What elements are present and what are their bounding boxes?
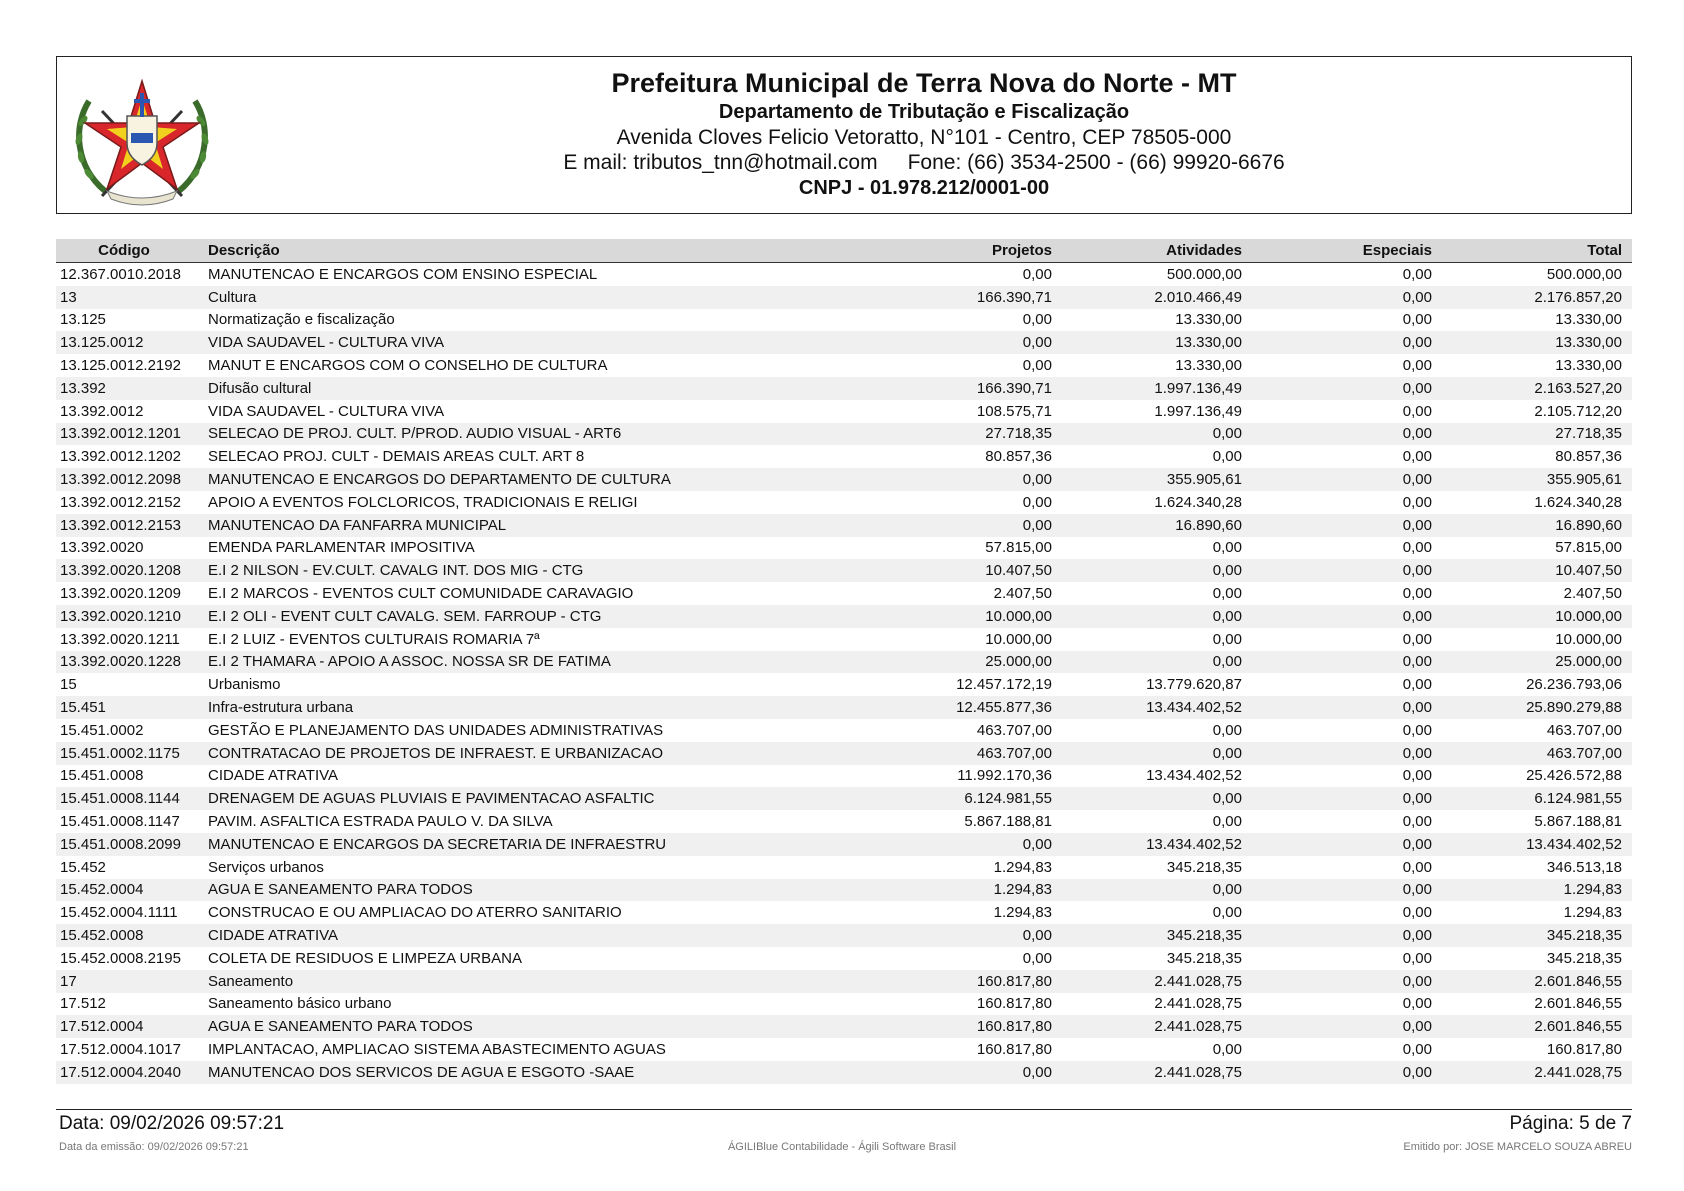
cell-projetos: 166.390,71 [852, 377, 1062, 400]
issued-by: Emitido por: JOSE MARCELO SOUZA ABREU [1403, 1141, 1632, 1153]
cell-especiais: 0,00 [1402, 1040, 1432, 1058]
cell-descricao: Serviços urbanos [208, 858, 324, 876]
table-row [56, 696, 1632, 719]
table-row [56, 537, 1632, 560]
cell-especiais: 0,00 [1252, 833, 1442, 856]
prefeitura-title: Prefeitura Municipal de Terra Nova do Norte - MT [611, 68, 1237, 98]
cell-projetos: 0,00 [1022, 311, 1052, 329]
cell-atividades: 2.441.028,75 [1062, 1061, 1252, 1084]
column-header-total: Total [1442, 239, 1632, 263]
table-row [56, 810, 1632, 833]
cell-descricao: PAVIM. ASFALTICA ESTRADA PAULO V. DA SILVA [208, 813, 553, 831]
cell-total: 2.601.846,55 [1442, 1015, 1632, 1038]
cell-atividades: 0,00 [1212, 721, 1242, 739]
cell-especiais: 0,00 [1402, 676, 1432, 694]
cell-codigo: 15.452 [60, 858, 106, 876]
cell-codigo: 15.451.0002 [60, 721, 144, 739]
cell-descricao: AGUA E SANEAMENTO PARA TODOS [198, 1015, 852, 1038]
cell-projetos: 10.407,50 [852, 559, 1062, 582]
table-row [56, 286, 1632, 309]
cell-projetos: 6.124.981,55 [852, 787, 1062, 810]
cell-projetos: 160.817,80 [976, 995, 1052, 1013]
cell-atividades: 2.441.028,75 [1062, 970, 1252, 993]
table-row [56, 377, 1632, 400]
cell-total: 2.407,50 [1563, 585, 1622, 603]
cell-projetos: 166.390,71 [852, 286, 1062, 309]
cell-especiais: 0,00 [1252, 742, 1442, 765]
cell-codigo: 15.452.0008.2195 [60, 949, 181, 967]
cell-atividades: 13.330,00 [1175, 311, 1242, 329]
cell-especiais: 0,00 [1252, 1015, 1442, 1038]
table-row [56, 582, 1632, 605]
cell-descricao: Normatização e fiscalização [208, 311, 395, 329]
cell-descricao: SELECAO DE PROJ. CULT. P/PROD. AUDIO VISUAL - ART6 [198, 423, 852, 446]
cell-descricao: MANUTENCAO DA FANFARRA MUNICIPAL [198, 514, 852, 537]
cell-total: 2.441.028,75 [1442, 1061, 1632, 1084]
cell-descricao: E.I 2 NILSON - EV.CULT. CAVALG INT. DOS MIG - CTG [198, 559, 852, 582]
cell-atividades: 13.779.620,87 [1146, 676, 1242, 694]
cell-especiais: 0,00 [1402, 858, 1432, 876]
cell-descricao: Saneamento [198, 970, 852, 993]
cell-descricao: Saneamento básico urbano [208, 995, 392, 1013]
cell-codigo: 15.452.0004.1111 [60, 904, 178, 922]
table-row [56, 856, 1632, 879]
cell-especiais: 0,00 [1402, 448, 1432, 466]
cell-codigo: 13 [56, 286, 198, 309]
cell-projetos: 1.294,83 [993, 904, 1052, 922]
cell-codigo: 12.367.0010.2018 [60, 265, 181, 283]
phone-text: Fone: (66) 3534-2500 - (66) 99920-6676 [907, 151, 1285, 174]
cell-atividades: 0,00 [1062, 742, 1252, 765]
cell-especiais: 0,00 [1402, 493, 1432, 511]
cell-especiais: 0,00 [1402, 995, 1432, 1013]
cell-projetos: 0,00 [1022, 265, 1052, 283]
cell-atividades: 0,00 [1062, 423, 1252, 446]
cell-descricao: EMENDA PARLAMENTAR IMPOSITIVA [208, 539, 475, 557]
cell-descricao: MANUTENCAO DOS SERVICOS DE AGUA E ESGOTO -SAAE [198, 1061, 852, 1084]
cnpj-line: CNPJ - 01.978.212/0001-00 [798, 177, 1050, 199]
cell-especiais: 0,00 [1252, 331, 1442, 354]
table-row [56, 331, 1632, 354]
cell-codigo: 13.392.0012 [60, 402, 144, 420]
cell-descricao: AGUA E SANEAMENTO PARA TODOS [198, 879, 852, 902]
table-header-row [56, 239, 1632, 263]
cell-projetos: 5.867.188,81 [964, 813, 1052, 831]
cell-especiais: 0,00 [1402, 904, 1432, 922]
cell-atividades: 1.624.340,28 [1154, 493, 1242, 511]
cell-total: 6.124.981,55 [1442, 787, 1632, 810]
cell-codigo: 15.451.0002.1175 [56, 742, 198, 765]
cell-projetos: 463.707,00 [976, 721, 1052, 739]
cell-total: 80.857,36 [1555, 448, 1622, 466]
cell-atividades: 13.434.402,52 [1062, 833, 1252, 856]
cell-especiais: 0,00 [1252, 514, 1442, 537]
cell-especiais: 0,00 [1252, 787, 1442, 810]
cell-descricao: Infra-estrutura urbana [198, 696, 852, 719]
cell-projetos: 0,00 [852, 514, 1062, 537]
header-text [217, 67, 1631, 201]
table-row [56, 673, 1632, 696]
cell-total: 25.000,00 [1442, 651, 1632, 674]
cell-total: 25.890.279,88 [1442, 696, 1632, 719]
table-row [56, 354, 1632, 377]
cell-atividades: 16.890,60 [1062, 514, 1252, 537]
table-row [56, 514, 1632, 537]
table-row [56, 879, 1632, 902]
cell-projetos: 0,00 [852, 924, 1062, 947]
cell-projetos: 463.707,00 [852, 742, 1062, 765]
cell-especiais: 0,00 [1252, 651, 1442, 674]
cell-descricao: DRENAGEM DE AGUAS PLUVIAIS E PAVIMENTACAO ASFALTIC [198, 787, 852, 810]
cell-especiais: 0,00 [1402, 630, 1432, 648]
cell-total: 355.905,61 [1442, 468, 1632, 491]
cell-projetos: 0,00 [852, 468, 1062, 491]
table-row [56, 947, 1632, 970]
cell-codigo: 13.392.0012.1201 [56, 423, 198, 446]
cell-codigo: 13.392.0020.1208 [56, 559, 198, 582]
cell-codigo: 13.392.0012.2098 [56, 468, 198, 491]
cell-projetos: 1.294,83 [993, 858, 1052, 876]
table-row [56, 491, 1632, 514]
cell-atividades: 0,00 [1062, 879, 1252, 902]
cell-atividades: 345.218,35 [1062, 924, 1252, 947]
column-header-codigo: Código [56, 239, 198, 263]
table-row [56, 651, 1632, 674]
cell-codigo: 17 [56, 970, 198, 993]
table-row [56, 993, 1632, 1016]
cell-codigo: 13.392.0012.1202 [60, 448, 181, 466]
cell-atividades: 0,00 [1062, 605, 1252, 628]
cell-codigo: 15.451 [56, 696, 198, 719]
cell-atividades: 13.434.402,52 [1146, 767, 1242, 785]
cell-total: 16.890,60 [1442, 514, 1632, 537]
column-header-atividades: Atividades [1062, 239, 1252, 263]
cell-total: 57.815,00 [1555, 539, 1622, 557]
cell-total: 2.105.712,20 [1534, 402, 1622, 420]
table-row [56, 423, 1632, 446]
cell-especiais: 0,00 [1252, 468, 1442, 491]
cell-projetos: 80.857,36 [985, 448, 1052, 466]
page-number: Página: 5 de 7 [1509, 1113, 1632, 1134]
table-row [56, 445, 1632, 468]
table-body [56, 263, 1632, 1084]
emission-date: Data da emissão: 09/02/2026 09:57:21 [59, 1141, 249, 1153]
cell-especiais: 0,00 [1252, 970, 1442, 993]
table-row [56, 742, 1632, 765]
cell-descricao: CONTRATACAO DE PROJETOS DE INFRAEST. E URBANIZACAO [198, 742, 852, 765]
cell-especiais: 0,00 [1402, 767, 1432, 785]
footer-divider [56, 1109, 1632, 1110]
cell-projetos: 11.992.170,36 [957, 767, 1052, 785]
address-line: Avenida Cloves Felicio Vetoratto, N°101 - Centro, CEP 78505-000 [616, 126, 1232, 149]
cell-total: 10.000,00 [1555, 630, 1622, 648]
cell-projetos: 1.294,83 [852, 879, 1062, 902]
column-header-especiais: Especiais [1252, 239, 1442, 263]
cell-codigo: 13.392 [56, 377, 198, 400]
cell-especiais: 0,00 [1252, 879, 1442, 902]
cell-atividades: 0,00 [1212, 904, 1242, 922]
cell-total: 463.707,00 [1546, 721, 1622, 739]
cell-atividades: 0,00 [1212, 1040, 1242, 1058]
cell-atividades: 345.218,35 [1166, 949, 1242, 967]
cell-codigo: 13.392.0012.2152 [60, 493, 181, 511]
cell-projetos: 160.817,80 [852, 970, 1062, 993]
cell-codigo: 17.512 [60, 995, 106, 1013]
cell-atividades: 0,00 [1212, 630, 1242, 648]
cell-projetos: 10.000,00 [985, 630, 1052, 648]
cell-descricao: E.I 2 MARCOS - EVENTOS CULT COMUNIDADE CARAVAGIO [208, 585, 634, 603]
cell-codigo: 15.451.0008.1144 [56, 787, 198, 810]
cell-projetos: 0,00 [1022, 357, 1052, 375]
cell-descricao: GESTÃO E PLANEJAMENTO DAS UNIDADES ADMINISTRATIVAS [208, 721, 664, 739]
cell-especiais: 0,00 [1402, 813, 1432, 831]
cell-codigo: 13.125.0012.2192 [60, 357, 181, 375]
cell-codigo: 13.392.0020 [60, 539, 144, 557]
cell-total: 2.176.857,20 [1442, 286, 1632, 309]
table-row [56, 1061, 1632, 1084]
table-row [56, 263, 1632, 286]
cell-especiais: 0,00 [1402, 265, 1432, 283]
cell-total: 1.294,83 [1442, 879, 1632, 902]
cell-descricao: Urbanismo [208, 676, 281, 694]
footer-date: Data: 09/02/2026 09:57:21 [59, 1113, 285, 1134]
cell-descricao: SELECAO PROJ. CULT - DEMAIS AREAS CULT. ART 8 [208, 448, 585, 466]
cell-projetos: 27.718,35 [852, 423, 1062, 446]
email-text: E mail: tributos_tnn@hotmail.com [563, 151, 878, 174]
cell-codigo: 15 [60, 676, 77, 694]
cell-atividades: 0,00 [1212, 813, 1242, 831]
cell-descricao: MANUTENCAO E ENCARGOS COM ENSINO ESPECIAL [208, 265, 598, 283]
cell-descricao: CONSTRUCAO E OU AMPLIACAO DO ATERRO SANITARIO [208, 904, 622, 922]
table-row [56, 901, 1632, 924]
cell-total: 2.601.846,55 [1442, 970, 1632, 993]
table-row [56, 970, 1632, 993]
coat-of-arms-icon [67, 71, 217, 207]
table-row [56, 559, 1632, 582]
cell-total: 26.236.793,06 [1526, 676, 1622, 694]
cell-projetos: 2.407,50 [993, 585, 1052, 603]
cell-projetos: 57.815,00 [985, 539, 1052, 557]
cell-projetos: 108.575,71 [976, 402, 1052, 420]
cell-especiais: 0,00 [1252, 924, 1442, 947]
cell-atividades: 0,00 [1212, 585, 1242, 603]
cell-codigo: 13.392.0012.2153 [56, 514, 198, 537]
cell-descricao: CIDADE ATRATIVA [208, 767, 339, 785]
cell-projetos: 0,00 [852, 331, 1062, 354]
cell-codigo: 15.451.0008.1147 [60, 813, 180, 831]
cell-projetos: 160.817,80 [852, 1015, 1062, 1038]
cell-codigo: 13.125.0012 [56, 331, 198, 354]
report-header [56, 56, 1632, 214]
cell-especiais: 0,00 [1252, 559, 1442, 582]
cell-atividades: 2.010.466,49 [1062, 286, 1252, 309]
cell-atividades: 13.434.402,52 [1062, 696, 1252, 719]
cell-projetos: 160.817,80 [976, 1040, 1052, 1058]
cell-descricao: APOIO A EVENTOS FOLCLORICOS, TRADICIONAIS E RELIGI [208, 493, 638, 511]
budget-table [56, 239, 1632, 1084]
cell-projetos: 12.457.172,19 [956, 676, 1052, 694]
table-row [56, 765, 1632, 788]
cell-descricao: E.I 2 THAMARA - APOIO A ASSOC. NOSSA SR DE FATIMA [198, 651, 852, 674]
cell-descricao: MANUTENCAO E ENCARGOS DA SECRETARIA DE INFRAESTRU [198, 833, 852, 856]
cell-total: 345.218,35 [1442, 924, 1632, 947]
cell-especiais: 0,00 [1402, 357, 1432, 375]
cell-projetos: 0,00 [1022, 493, 1052, 511]
cell-total: 160.817,80 [1546, 1040, 1622, 1058]
cell-total: 13.434.402,52 [1442, 833, 1632, 856]
cell-atividades: 13.330,00 [1175, 357, 1242, 375]
cell-descricao: IMPLANTACAO, AMPLIACAO SISTEMA ABASTECIMENTO AGUAS [208, 1040, 666, 1058]
table-row [56, 309, 1632, 332]
cell-descricao: Difusão cultural [198, 377, 852, 400]
cell-atividades: 0,00 [1212, 539, 1242, 557]
cell-codigo: 13.392.0020.1228 [56, 651, 198, 674]
cell-atividades: 2.441.028,75 [1062, 1015, 1252, 1038]
table-row [56, 628, 1632, 651]
table-row [56, 468, 1632, 491]
cell-total: 13.330,00 [1555, 311, 1622, 329]
cell-total: 2.163.527,20 [1442, 377, 1632, 400]
cell-especiais: 0,00 [1402, 402, 1432, 420]
cell-especiais: 0,00 [1402, 585, 1432, 603]
cell-codigo: 13.392.0020.1211 [60, 630, 180, 648]
cell-atividades: 0,00 [1062, 559, 1252, 582]
cell-total: 463.707,00 [1442, 742, 1632, 765]
cell-projetos: 0,00 [852, 1061, 1062, 1084]
cell-descricao: E.I 2 OLI - EVENT CULT CAVALG. SEM. FARROUP - CTG [198, 605, 852, 628]
department-name: Departamento de Tributação e Fiscalização [718, 101, 1130, 123]
cell-total: 5.867.188,81 [1534, 813, 1622, 831]
cell-descricao: COLETA DE RESIDUOS E LIMPEZA URBANA [208, 949, 522, 967]
cell-codigo: 15.452.0004 [56, 879, 198, 902]
cell-projetos: 12.455.877,36 [852, 696, 1062, 719]
software-credit: ÁGILIBlue Contabilidade - Ágili Software Brasil [727, 1141, 957, 1153]
cell-especiais: 0,00 [1252, 696, 1442, 719]
column-header-projetos: Projetos [852, 239, 1062, 263]
cell-projetos: 10.000,00 [852, 605, 1062, 628]
cell-total: 345.218,35 [1546, 949, 1622, 967]
cell-codigo: 17.512.0004.1017 [60, 1040, 181, 1058]
cell-descricao: VIDA SAUDAVEL - CULTURA VIVA [198, 331, 852, 354]
table-row [56, 719, 1632, 742]
cell-codigo: 15.451.0008.2099 [56, 833, 198, 856]
cell-codigo: 17.512.0004 [56, 1015, 198, 1038]
column-header-descricao: Descrição [198, 239, 852, 263]
cell-total: 346.513,18 [1546, 858, 1622, 876]
table-row [56, 833, 1632, 856]
cell-descricao: Cultura [198, 286, 852, 309]
table-row [56, 605, 1632, 628]
cell-codigo: 13.392.0020.1210 [56, 605, 198, 628]
cell-especiais: 0,00 [1402, 539, 1432, 557]
cell-especiais: 0,00 [1252, 377, 1442, 400]
cell-codigo: 13.125 [60, 311, 106, 329]
cell-total: 1.294,83 [1563, 904, 1622, 922]
cell-atividades: 1.997.136,49 [1062, 377, 1252, 400]
cell-especiais: 0,00 [1402, 949, 1432, 967]
cell-codigo: 15.451.0008 [60, 767, 144, 785]
cell-total: 10.000,00 [1442, 605, 1632, 628]
cell-projetos: 0,00 [852, 833, 1062, 856]
cell-atividades: 500.000,00 [1166, 265, 1242, 283]
cell-descricao: E.I 2 LUIZ - EVENTOS CULTURAIS ROMARIA 7ª [208, 630, 540, 648]
cell-atividades: 355.905,61 [1062, 468, 1252, 491]
table-row [56, 1015, 1632, 1038]
cell-projetos: 0,00 [1022, 949, 1052, 967]
cell-especiais: 0,00 [1402, 721, 1432, 739]
cell-descricao: MANUT E ENCARGOS COM O CONSELHO DE CULTURA [208, 357, 608, 375]
table-row [56, 924, 1632, 947]
cell-descricao: CIDADE ATRATIVA [198, 924, 852, 947]
cell-total: 500.000,00 [1546, 265, 1622, 283]
cell-especiais: 0,00 [1252, 605, 1442, 628]
cell-descricao: MANUTENCAO E ENCARGOS DO DEPARTAMENTO DE CULTURA [198, 468, 852, 491]
cell-atividades: 2.441.028,75 [1154, 995, 1242, 1013]
cell-total: 25.426.572,88 [1526, 767, 1622, 785]
cell-atividades: 1.997.136,49 [1154, 402, 1242, 420]
table-row [56, 787, 1632, 810]
cell-codigo: 15.452.0008 [56, 924, 198, 947]
cell-codigo: 17.512.0004.2040 [56, 1061, 198, 1084]
cell-atividades: 0,00 [1062, 787, 1252, 810]
cell-atividades: 0,00 [1062, 651, 1252, 674]
cell-total: 1.624.340,28 [1534, 493, 1622, 511]
cell-especiais: 0,00 [1402, 311, 1432, 329]
cell-total: 13.330,00 [1442, 331, 1632, 354]
table-row [56, 400, 1632, 423]
cell-especiais: 0,00 [1252, 286, 1442, 309]
cell-atividades: 0,00 [1212, 448, 1242, 466]
cell-codigo: 13.392.0020.1209 [60, 585, 181, 603]
cell-total: 2.601.846,55 [1534, 995, 1622, 1013]
contact-line [217, 150, 1631, 175]
cell-total: 13.330,00 [1555, 357, 1622, 375]
cell-total: 27.718,35 [1442, 423, 1632, 446]
cell-projetos: 25.000,00 [852, 651, 1062, 674]
cell-atividades: 345.218,35 [1166, 858, 1242, 876]
cell-descricao: VIDA SAUDAVEL - CULTURA VIVA [208, 402, 445, 420]
cell-total: 10.407,50 [1442, 559, 1632, 582]
cell-atividades: 13.330,00 [1062, 331, 1252, 354]
cell-especiais: 0,00 [1252, 423, 1442, 446]
table-row [56, 1038, 1632, 1061]
cell-especiais: 0,00 [1252, 1061, 1442, 1084]
